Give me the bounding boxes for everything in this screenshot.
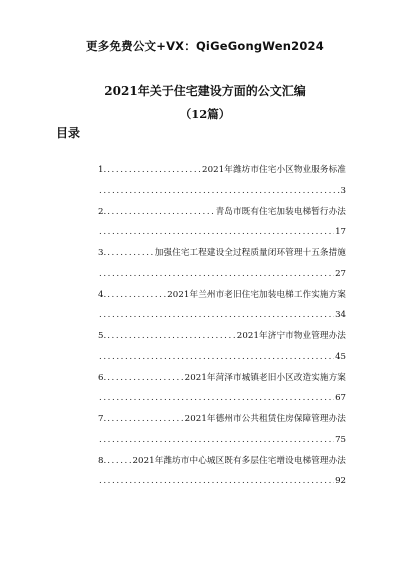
toc-item-number: 6. (98, 372, 107, 383)
toc-leader-dots (107, 285, 166, 306)
promo-line: 更多免费公文+VX：QiGeGongWen2024 (86, 39, 324, 53)
toc-item-number: 4. (98, 289, 107, 300)
toc-leader-dots (99, 471, 334, 492)
toc-item[interactable] (98, 243, 346, 285)
toc-leader-dots (99, 347, 334, 368)
toc-item[interactable] (98, 451, 346, 493)
toc-item-page: 67 (335, 393, 346, 403)
toc-leader-dots (107, 160, 201, 181)
toc-item-number: 5. (98, 331, 107, 341)
toc-item-page: 17 (335, 227, 346, 237)
toc-leader-dots (107, 368, 183, 389)
toc-item-page: 92 (335, 476, 346, 486)
toc-item-title: 加强住宅工程建设全过程质量闭环管理十五条措施 (154, 248, 346, 258)
table-of-contents (98, 160, 346, 492)
toc-item-title: 2021年德州市公共租赁住房保障管理办法 (184, 414, 346, 424)
toc-item-number: 8. (98, 455, 107, 466)
document-title: 2021年关于住宅建设方面的公文汇编 (104, 84, 306, 98)
toc-leader-dots (99, 222, 334, 243)
toc-item-title: 2021年潍坊市住宅小区物业服务标准 (202, 165, 346, 175)
toc-item-page: 75 (335, 434, 346, 445)
document-subtitle: （12篇） (179, 107, 231, 121)
toc-item[interactable] (98, 368, 346, 410)
toc-leader-dots (107, 202, 214, 223)
toc-item-number: 1. (98, 165, 107, 175)
toc-item-title: 2021年济宁市物业管理办法 (236, 331, 346, 341)
toc-item[interactable] (98, 285, 346, 327)
toc-item-title: 2021年菏泽市城镇老旧小区改造实施方案 (184, 372, 346, 383)
toc-item[interactable] (98, 202, 346, 244)
toc-leader-dots (107, 326, 236, 347)
toc-item-page: 34 (335, 310, 346, 320)
toc-item-title: 2021年兰州市老旧住宅加装电梯工作实施方案 (167, 289, 346, 300)
toc-leader-dots (99, 430, 334, 451)
toc-item-page: 45 (335, 351, 346, 362)
toc-leader-dots (107, 451, 131, 472)
toc-item[interactable] (98, 409, 346, 451)
toc-item-number: 2. (98, 206, 107, 217)
toc-leader-dots (99, 305, 334, 326)
toc-leader-dots (99, 181, 340, 202)
toc-item-title: 青岛市既有住宅加装电梯暂行办法 (215, 206, 346, 217)
toc-heading: 目录 (56, 126, 81, 140)
toc-item-page: 27 (335, 268, 346, 279)
toc-item-title: 2021年潍坊市中心城区既有多层住宅增设电梯管理办法 (132, 455, 346, 466)
toc-item[interactable] (98, 160, 346, 202)
toc-leader-dots (99, 388, 334, 409)
toc-item-number: 3. (98, 248, 107, 258)
toc-item[interactable] (98, 326, 346, 368)
toc-leader-dots (99, 264, 334, 285)
toc-leader-dots (107, 243, 154, 264)
toc-leader-dots (107, 409, 183, 430)
toc-item-page: 3 (340, 185, 346, 196)
toc-item-number: 7. (98, 414, 107, 424)
